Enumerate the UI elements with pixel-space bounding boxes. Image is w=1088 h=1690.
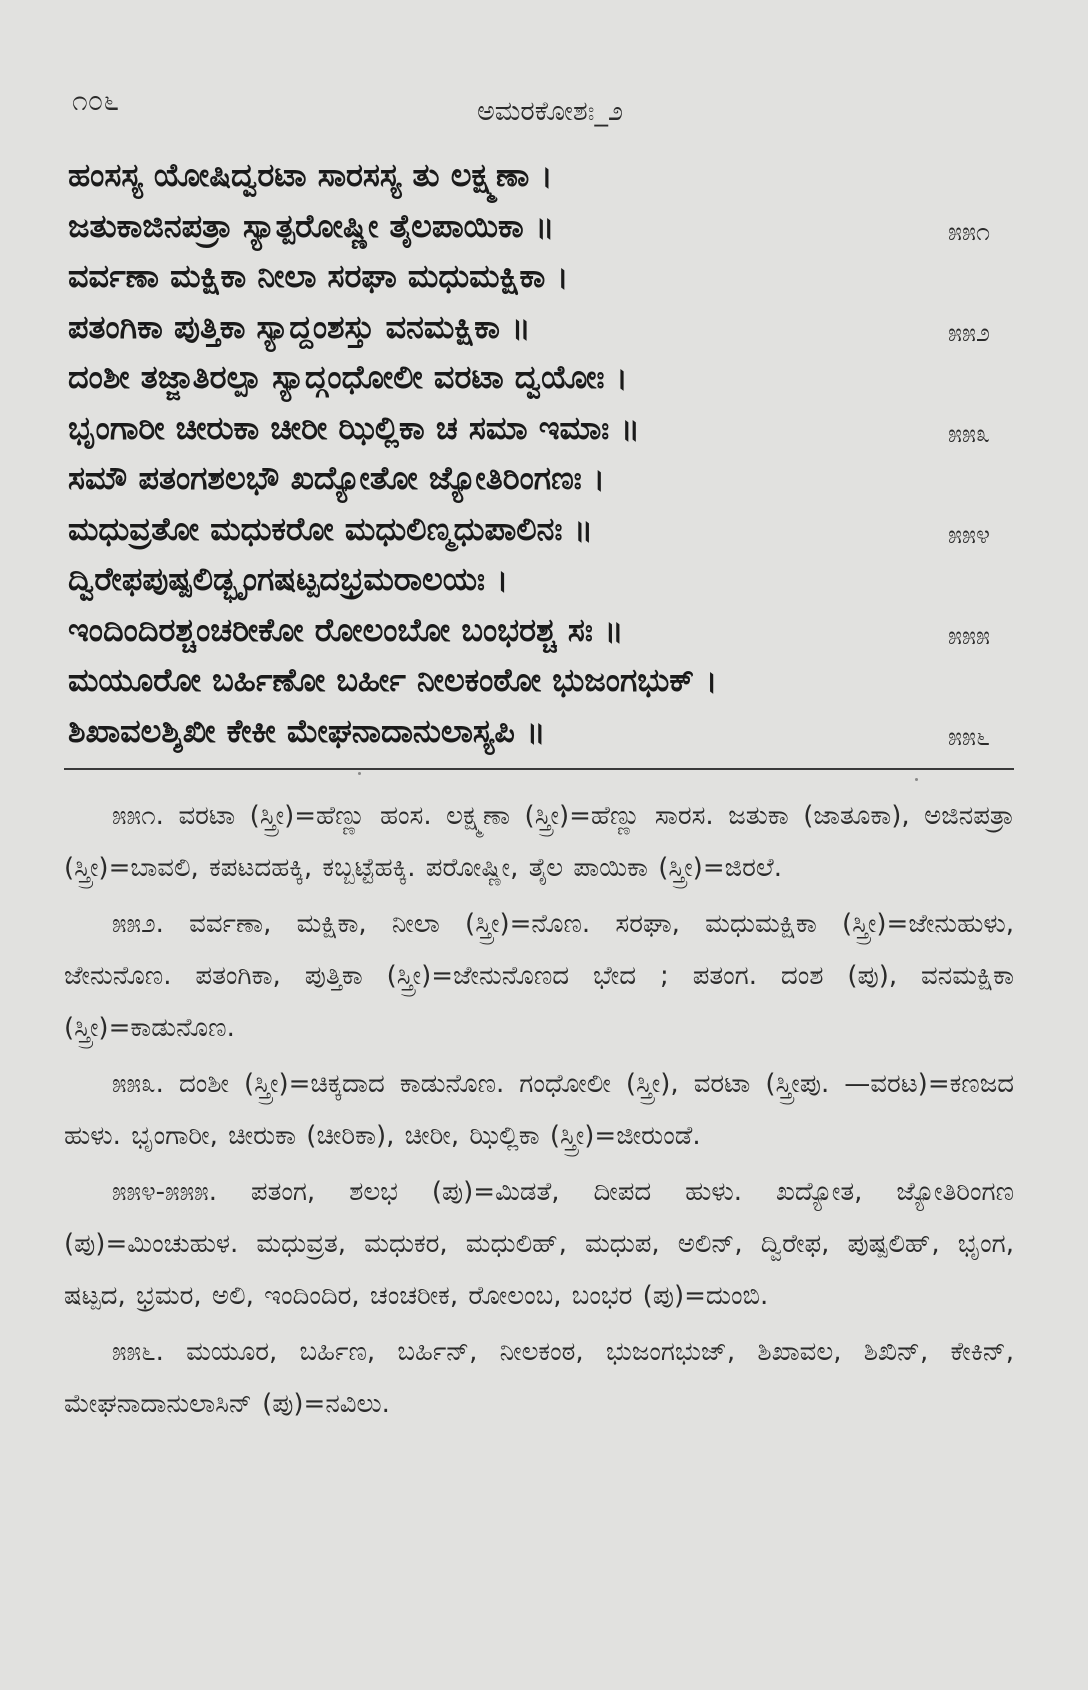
verse-text: ಪತಂಗಿಕಾ ಪುತ್ತಿಕಾ ಸ್ಯಾದ್ದಂಶಸ್ತು ವನಮಕ್ಷಿಕಾ ॥ xyxy=(68,307,531,346)
commentary-line: ತೈಲ ಪಾಯಿಕಾ (ಸ್ತ್ರೀ)=ಜಿರಲೆ. xyxy=(528,853,782,883)
commentary-line: ೫೫೧. ವರಟಾ (ಸ್ತ್ರೀ)=ಹೆಣ್ಣು ಹಂಸ. ಲಕ್ಷ್ಮಣಾ (ಸ್ತ್ರೀ)=ಹೆಣ್ಣು ಸಾರಸ. ಜತುಕಾ xyxy=(112,801,789,831)
commentary-line: ೫೫೬. ಮಯೂರ, ಬರ್ಹಿಣ, ಬರ್ಹಿನ್, ನೀಲಕಂಠ, ಭುಜಂಗಭುಜ್, ಶಿಖಾವಲ, xyxy=(112,1337,842,1367)
page-number: ೧೦೬ xyxy=(72,84,120,117)
commentary-line: ೫೫೩. ದಂಶೀ (ಸ್ತ್ರೀ)=ಚಿಕ್ಕದಾದ ಕಾಡುನೊಣ. ಗಂಧೋಲೀ (ಸ್ತ್ರೀ), ವರಟಾ (ಸ್ತ್ರೀಪು. xyxy=(112,1069,830,1099)
verse-line xyxy=(68,655,1028,706)
commentary-block xyxy=(64,790,1014,1434)
commentary-line: ಪತಂಗ. ದಂಶ (ಪು), ವನಮಕ್ಷಿಕಾ (ಸ್ತ್ರೀ)=ಕಾಡುನೊಣ. xyxy=(64,961,1014,1043)
verse-number: ೫೫೧ xyxy=(948,216,991,246)
verse-number: ೫೫೩ xyxy=(948,418,991,448)
verse-line xyxy=(68,706,1028,757)
print-speck xyxy=(915,778,918,781)
commentary-line: ಅಲಿನ್, ದ್ವಿರೇಫ, ಪುಷ್ಪಲಿಹ್, ಭೃಂಗ, ಷಟ್ಪದ, ಭ್ರಮರ, ಅಲಿ, ಇಂದಿಂದಿರ, ಚಂಚರೀಕ, xyxy=(64,1229,1015,1311)
commentary-line: ಜ್ಯೋತಿರಿಂಗಣ (ಪು)=ಮಿಂಚುಹುಳ. ಮಧುವ್ರತ, ಮಧುಕರ, ಮಧುಲಿಹ್, ಮಧುಪ, xyxy=(64,1177,1015,1259)
verse-text: ಶಿಖಾವಲಶ್ಶಿಖೀ ಕೇಕೀ ಮೇಘನಾದಾನುಲಾಸ್ಯಪಿ ॥ xyxy=(68,711,546,750)
verse-line xyxy=(68,605,1028,656)
verse-line xyxy=(68,403,1028,454)
commentary-line: (ಸ್ತ್ರೀ)=ಜೀರುಂಡೆ. xyxy=(549,1121,701,1151)
verse-text: ವರ್ವಣಾ ಮಕ್ಷಿಕಾ ನೀಲಾ ಸರಘಾ ಮಧುಮಕ್ಷಿಕಾ । xyxy=(68,257,569,295)
verse-text: ಹಂಸಸ್ಯ ಯೋಷಿದ್ವರಟಾ ಸಾರಸಸ್ಯ ತು ಲಕ್ಷ್ಮಣಾ । xyxy=(68,156,553,194)
running-title: ಅಮರಕೋಶಃ_೨ xyxy=(476,96,624,127)
verse-line xyxy=(68,453,1028,504)
verse-line xyxy=(68,352,1028,403)
commentary-paragraph xyxy=(64,790,1014,894)
verse-line xyxy=(68,504,1028,555)
commentary-line: ೫೫೪-೫೫೫. ಪತಂಗ, ಶಲಭ (ಪು)=ಮಿಡತೆ, ದೀಪದ ಹುಳು. ಖದ್ಯೋತ, xyxy=(112,1177,863,1207)
verse-text: ದಂಶೀ ತಜ್ಜಾತಿರಲ್ಪಾ ಸ್ಯಾದ್ಗಂಧೋಲೀ ವರಟಾ ದ್ವಯೋಃ । xyxy=(68,358,628,396)
verse-text: ಮಯೂರೋ ಬರ್ಹಿಣೋ ಬರ್ಹೀ ನೀಲಕಂಠೋ ಭುಜಂಗಭುಕ್ । xyxy=(68,661,718,699)
commentary-paragraph xyxy=(64,898,1014,1054)
verse-line xyxy=(68,554,1028,605)
commentary-paragraph xyxy=(64,1166,1014,1322)
verse-line xyxy=(68,302,1028,353)
print-speck xyxy=(358,772,361,775)
verse-text: ದ್ವಿರೇಫಪುಷ್ಪಲಿಡ್ಭೃಂಗಷಟ್ಪದಭ್ರಮರಾಲಯಃ । xyxy=(68,560,509,598)
commentary-line: (ಜಾತೂಕಾ), ಅಜಿನಪತ್ರಾ (ಸ್ತ್ರೀ)=ಬಾವಲಿ, ಕಪಟದಹಕ್ಕಿ, ಕಬ್ಬಟ್ಟೆಹಕ್ಕಿ. ಪರೋಷ್ಣೀ, xyxy=(64,801,1015,883)
verse-number: ೫೫೫ xyxy=(948,620,991,650)
commentary-line: —ವರಟ)=ಕಣಜದ ಹುಳು. ಭೃಂಗಾರೀ, ಚೀರುಕಾ (ಚೀರಿಕಾ), ಚೀರೀ, ಝಿಲ್ಲಿಕಾ xyxy=(64,1069,1015,1151)
commentary-line: ರೋಲಂಬ, ಬಂಭರ (ಪು)=ದುಂಬಿ. xyxy=(468,1281,769,1311)
verse-line xyxy=(68,201,1028,252)
verse-line xyxy=(68,251,1028,302)
verse-text: ಇಂದಿಂದಿರಶ್ಚಂಚರೀಕೋ ರೋಲಂಬೋ ಬಂಭರಶ್ಚ ಸಃ ॥ xyxy=(68,610,624,649)
commentary-line: ೫೫೨. ವರ್ವಣಾ, ಮಕ್ಷಿಕಾ, ನೀಲಾ (ಸ್ತ್ರೀ)=ನೊಣ. ಸರಘಾ, ಮಧುಮಕ್ಷಿಕಾ xyxy=(112,909,817,939)
verse-text: ಮಧುವ್ರತೋ ಮಧುಕರೋ ಮಧುಲಿಣ್ಮಧುಪಾಲಿನಃ ॥ xyxy=(68,509,594,548)
verse-number: ೫೫೪ xyxy=(948,519,991,549)
commentary-line: ಶಿಖಿನ್, ಕೇಕಿನ್, ಮೇಘನಾದಾನುಲಾಸಿನ್ (ಪು)=ನವಿಲು. xyxy=(64,1337,1015,1419)
commentary-paragraph xyxy=(64,1326,1014,1430)
verse-line xyxy=(68,150,1028,201)
section-divider xyxy=(64,768,1014,770)
commentary-paragraph xyxy=(64,1058,1014,1162)
verse-number: ೫೫೬ xyxy=(948,721,991,751)
verse-text: ಜತುಕಾಜಿನಪತ್ರಾ ಸ್ಯಾತ್ಪರೋಷ್ಣೀ ತೈಲಪಾಯಿಕಾ ॥ xyxy=(68,206,555,245)
commentary-line: (ಸ್ತ್ರೀ)=ಜೇನುಹುಳು, ಜೇನುನೊಣ. ಪತಂಗಿಕಾ, ಪುತ್ತಿಕಾ (ಸ್ತ್ರೀ)=ಜೇನುನೊಣದ ಭೇದ ; xyxy=(64,909,1015,991)
verse-text: ಸಮೌ ಪತಂಗಶಲಭೌ ಖದ್ಯೋತೋ ಜ್ಯೋತಿರಿಂಗಣಃ । xyxy=(68,459,606,497)
verse-number: ೫೫೨ xyxy=(948,317,991,347)
verse-text: ಭೃಂಗಾರೀ ಚೀರುಕಾ ಚೀರೀ ಝಿಲ್ಲಿಕಾ ಚ ಸಮಾ ಇಮಾಃ ॥ xyxy=(68,408,640,447)
verse-block xyxy=(68,150,1028,756)
